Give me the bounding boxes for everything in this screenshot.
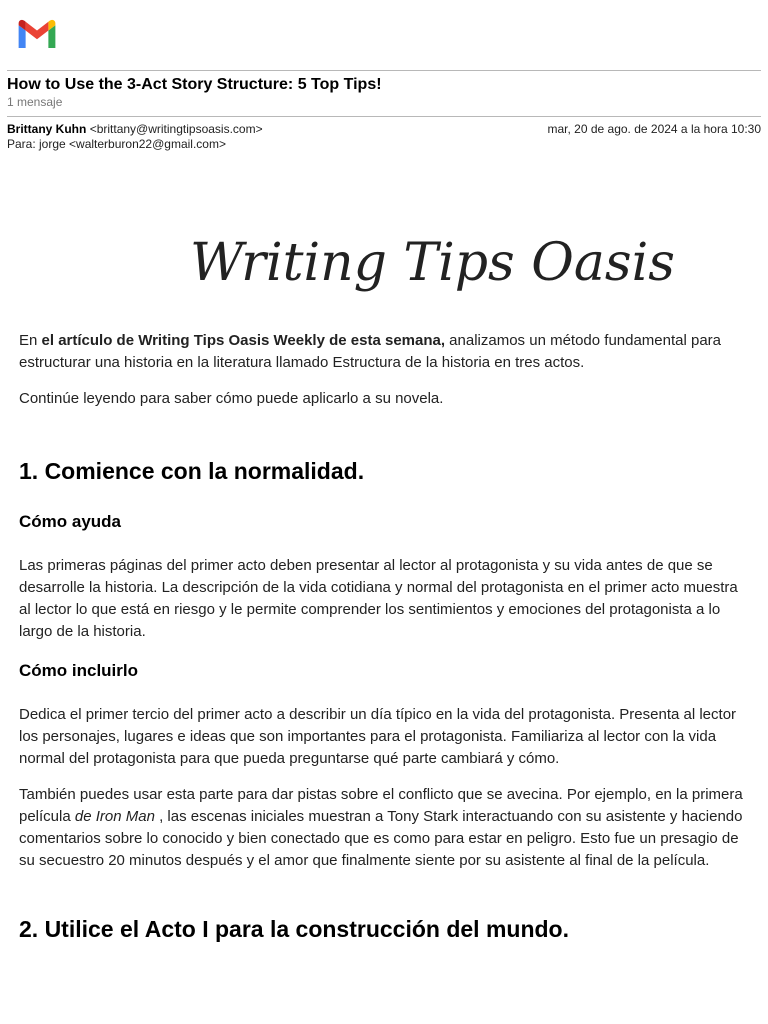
- sender-email[interactable]: <brittany@writingtipsoasis.com>: [89, 122, 263, 136]
- intro-bold-text: el artículo de Writing Tips Oasis Weekly de esta semana,: [41, 332, 446, 349]
- continue-paragraph: Continúe leyendo para saber cómo puede aplicarlo a su novela.: [19, 390, 444, 407]
- subsection-como-incluirlo-heading: Cómo incluirlo: [19, 661, 138, 680]
- message-count: 1 mensaje: [7, 95, 63, 109]
- email-body: [19, 330, 751, 944]
- email-meta: [7, 122, 761, 151]
- intro-paragraph: En el artículo de Writing Tips Oasis Weekly de esta semana, analizamos un método fundamental para estructurar una historia en la literatura llamado Estructura de la historia en tres actos.: [19, 332, 722, 371]
- section-2-heading: 2. Utilice el Acto I para la construcción del mundo.: [19, 916, 569, 942]
- email-subject: How to Use the 3-Act Story Structure: 5 Top Tips!: [7, 76, 382, 93]
- como-incluirlo-paragraph-1: Dedica el primer tercio del primer acto a describir un día típico en la vida del protagonista. Presenta al lector los personajes, lugares e ideas que son importantes para el protagonista. Familiariza al lector con la vida normal del protagonista para que pueda preguntarse qué parte cambiará y cómo.: [19, 706, 737, 767]
- recipient-line: Para: jorge <walterburon22@gmail.com>: [7, 137, 226, 151]
- iron-man-title: de Iron Man: [74, 808, 155, 825]
- email-date: mar, 20 de ago. de 2024 a la hora 10:30: [547, 122, 761, 136]
- subsection-como-ayuda-heading: Cómo ayuda: [19, 512, 122, 531]
- como-incluirlo-paragraph-2: También puedes usar esta parte para dar pistas sobre el conflicto que se avecina. Por ejemplo, en la primera película de Iron Man , las escenas iniciales muestran a Tony Stark interactuando con su asistente y haciendo comentarios sobre lo conocido y bien conectado que es como para estar en peligro. Esto fue un presagio de su secuestro 20 minutos después y el amor que finalmente siente por su asistente al final de la película.: [19, 786, 743, 869]
- subject-divider: [7, 116, 761, 117]
- writing-tips-oasis-logo: [188, 210, 675, 305]
- como-ayuda-paragraph: Las primeras páginas del primer acto deben presentar al lector al protagonista y su vida antes de que se desarrolle la historia. La descripción de la vida cotidiana y normal del protagonista en el primer acto muestra al lector lo que está en riesgo y le permite comprender los sentimientos y emociones del protagonista a lo largo de la historia.: [19, 557, 738, 640]
- section-1-heading: 1. Comience con la normalidad.: [19, 458, 365, 484]
- gmail-m-logo-icon[interactable]: [16, 18, 58, 50]
- sender-name[interactable]: Brittany Kuhn: [7, 122, 87, 136]
- header-divider: [7, 70, 761, 71]
- brand-logo-text: Writing Tips Oasis: [190, 233, 675, 293]
